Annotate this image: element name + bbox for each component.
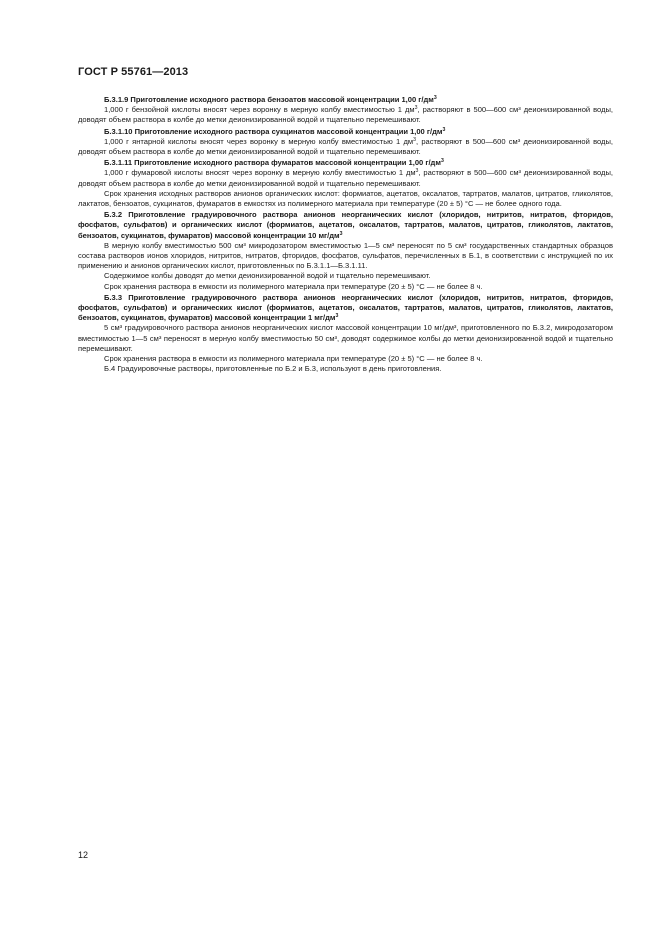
paragraph-b4: Б.4 Градуировочные растворы, приготовленные по Б.2 и Б.3, используют в день приготовления.: [104, 364, 442, 374]
paragraph-b319: 1,000 г бензойной кислоты вносят через воронку в мерную колбу вместимостью 1 $дм^3$, растворяют в 500—600 см³ деионизированной воды, доводят объем раствора в колбе до метки деионизированной водой и тщательно перемешивают.: [78, 105, 614, 125]
document-header: ГОСТ Р 55761—2013: [78, 66, 189, 78]
paragraph-b33-procedure: 5 см³ градуировочного раствора анионов неорганических кислот массовой концентрации 10 мг/дм³, приготовленного по Б.3.2, микродозатором вместимостью 1—5 см³ переносят в мерную колбу вместимостью 50 см³, доводят содержимое колбы до метки деионизированной водой и тщательно перемешивают.: [78, 323, 613, 353]
section-heading-b33: Б.3.3 Приготовление градуировочного раствора анионов неорганических кислот (хлоридов, нитритов, нитратов, фторидов, фосфатов, сульфатов) и органических кислот (формиатов, ацетатов, оксалатов, тартратов, малатов, цитратов, гликолятов, лактатов, бензоатов, сукцинатов, фумаратов) массовой концентрации 1 $мг/дм^3$: [78, 292, 613, 323]
paragraph-b32-mixing: Содержимое колбы доводят до метки деионизированной водой и тщательно перемешивают.: [104, 271, 431, 281]
section-heading-b3111: Б.3.1.11 Приготовление исходного раствора фумаратов массовой концентрации 1,00 $г/дм^3$: [104, 158, 444, 168]
paragraph-b3110: 1,000 г янтарной кислоты вносят через воронку в мерную колбу вместимостью 1 $дм^3$, растворяют в 500—600 см³ деионизированной воды, доводят объем раствора в колбе до метки деионизированной водой и тщательно перемешивают.: [78, 136, 613, 157]
paragraph-b32-procedure: В мерную колбу вместимостью 500 см³ микродозатором вместимостью 1—5 см³ переносят по 5 см³ государственных стандартных образцов состава растворов ионов хлоридов, нитритов, нитратов, фторидов, фосфатов, сульфатов, перечисленных в Б.1, в соответствии с инструкцией по их применению и анионов органических кислот, приготовленных по Б.3.1.1—Б.3.1.11.: [78, 240, 613, 271]
page-number: 12: [78, 850, 89, 860]
paragraph-storage-stock: Срок хранения исходных растворов анионов органических кислот: формиатов, ацетатов, оксалатов, тартратов, малатов, цитратов, гликолятов, лактатов, бензоатов, сукцинатов, фумаратов в емкостях из полимерного материала при температуре (20 ± 5) °С — не более одного года.: [78, 188, 613, 209]
document-body: [78, 94, 613, 374]
paragraph-b33-storage: Срок хранения раствора в емкости из полимерного материала при температуре (20 ± 5) °С — не более 8 ч.: [104, 354, 483, 364]
section-heading-b319: Б.3.1.9 Приготовление исходного раствора бензоатов массовой концентрации 1,00 $г/дм^3$: [104, 95, 437, 104]
section-heading-b32: Б.3.2 Приготовление градуировочного раствора анионов неорганических кислот (хлоридов, нитритов, нитратов, фторидов, фосфатов, сульфатов) и органических кислот (формиатов, ацетатов, оксалатов, тартратов, малатов, цитратов, гликолятов, лактатов, бензоатов, сукцинатов, фумаратов) массовой концентрации 10 $мг/дм^3$: [78, 210, 613, 240]
paragraph-b3111: 1,000 г фумаровой кислоты вносят через воронку в мерную колбу вместимостью 1 $дм^3$, растворяют в 500—600 см³ деионизированной воды, доводят объем раствора в колбе до метки деионизированной водой и тщательно перемешивают.: [78, 168, 613, 188]
paragraph-b32-storage: Срок хранения раствора в емкости из полимерного материала при температуре (20 ± 5) °С — не более 8 ч.: [104, 281, 483, 291]
section-heading-b3110: Б.3.1.10 Приготовление исходного раствора сукцинатов массовой концентрации 1,00 $г/дм^3$: [104, 126, 446, 136]
